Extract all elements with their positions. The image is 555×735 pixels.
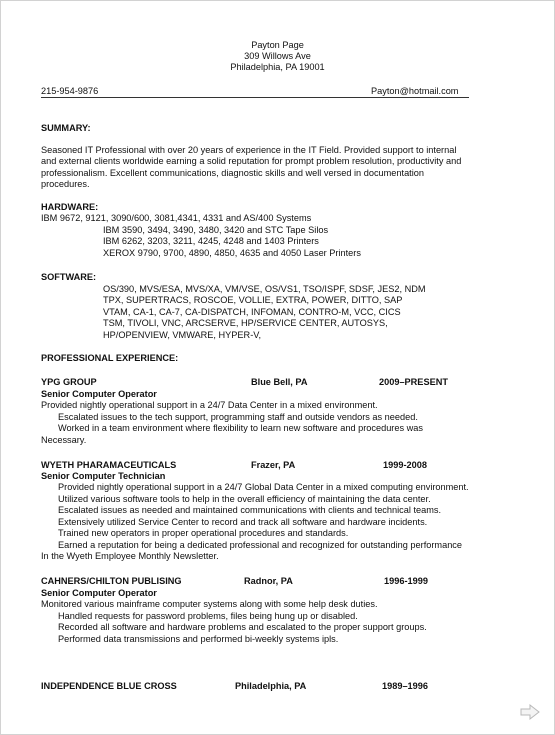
address-city: Philadelphia, PA 19001 <box>230 62 325 72</box>
job-duty: Handled requests for password problems, files being hung up or disabled. <box>58 611 358 621</box>
resume-name: Payton Page <box>251 40 304 50</box>
job-company: WYETH PHARAMACEUTICALS <box>41 460 177 470</box>
job-duty: Trained new operators in proper operational procedures and standards. <box>58 528 349 538</box>
job-dates: 1989–1996 <box>382 681 428 691</box>
summary-line: procedures. <box>41 179 90 189</box>
summary-heading: SUMMARY: <box>41 123 91 133</box>
job-duty: Earned a reputation for being a dedicated professional and recognized for outstanding performance <box>58 540 463 550</box>
software-line: TSM, TIVOLI, VNC, ARCSERVE, HP/SERVICE CENTER, AUTOSYS, <box>103 318 388 328</box>
job-title: Senior Computer Technician <box>41 471 166 481</box>
software-line: OS/390, MVS/ESA, MVS/XA, VM/VSE, OS/VS1, TSO/ISPF, SDSF, JES2, NDM <box>103 284 426 294</box>
job-duty: Recorded all software and hardware problems and escalated to the proper support groups. <box>58 622 427 632</box>
job-duty: Performed data transmissions and performed bi-weekly systems ipls. <box>58 634 339 644</box>
experience-heading: PROFESSIONAL EXPERIENCE: <box>41 353 179 363</box>
job-dates: 2009–PRESENT <box>379 377 448 387</box>
software-line: HP/OPENVIEW, VMWARE, HYPER-V, <box>103 330 262 340</box>
job-duty: Escalated issues as needed and maintained communications with clients and technical teams. <box>58 505 442 515</box>
hardware-line: XEROX 9790, 9700, 4890, 4850, 4635 and 4050 Laser Printers <box>103 248 361 258</box>
job-location: Blue Bell, PA <box>251 377 308 387</box>
job-duty: In the Wyeth Employee Monthly Newsletter. <box>41 551 219 561</box>
job-duty: Provided nightly operational support in a 24/7 Global Data Center in a mixed computing environment. <box>58 482 469 492</box>
right-arrow-icon-graphic <box>519 703 541 721</box>
job-title: Senior Computer Operator <box>41 588 157 598</box>
hardware-heading: HARDWARE: <box>41 202 99 212</box>
job-duty: Worked in a team environment where flexibility to learn new software and procedures was <box>58 423 423 433</box>
right-arrow-icon[interactable] <box>519 703 541 721</box>
software-line: VTAM, CA-1, CA-7, CA-DISPATCH, INFOMAN, CONTRO-M, VCC, CICS <box>103 307 401 317</box>
software-line: TPX, SUPERTRACS, ROSCOE, VOLLIE, EXTRA, POWER, DITTO, SAP <box>103 295 403 305</box>
address-street: 309 Willows Ave <box>244 51 311 61</box>
job-location: Frazer, PA <box>251 460 296 470</box>
header-divider <box>41 97 469 98</box>
job-company: YPG GROUP <box>41 377 97 387</box>
summary-line: Seasoned IT Professional with over 20 years of experience in the IT Field. Provided support to internal <box>41 145 457 155</box>
hardware-line: IBM 9672, 9121, 3090/600, 3081,4341, 4331 and AS/400 Systems <box>41 213 312 223</box>
job-duty: Escalated issues to the tech support, programming staff and outside vendors as needed. <box>58 412 418 422</box>
hardware-line: IBM 3590, 3494, 3490, 3480, 3420 and STC Tape Silos <box>103 225 329 235</box>
job-duty: Provided nightly operational support in a 24/7 Data Center in a mixed environment. <box>41 400 378 410</box>
job-location: Radnor, PA <box>244 576 293 586</box>
job-duty: Monitored various mainframe computer systems along with some help desk duties. <box>41 599 378 609</box>
job-location: Philadelphia, PA <box>235 681 307 691</box>
job-company: INDEPENDENCE BLUE CROSS <box>41 681 177 691</box>
job-title: Senior Computer Operator <box>41 389 157 399</box>
job-duty: Extensively utilized Service Center to record and track all software and hardware incidents. <box>58 517 428 527</box>
hardware-line: IBM 6262, 3203, 3211, 4245, 4248 and 1403 Printers <box>103 236 319 246</box>
job-dates: 1999-2008 <box>383 460 427 470</box>
phone-number: 215-954-9876 <box>41 86 99 96</box>
job-duty: Necessary. <box>41 435 87 445</box>
software-heading: SOFTWARE: <box>41 272 97 282</box>
job-dates: 1996-1999 <box>384 576 428 586</box>
email-address: Payton@hotmail.com <box>371 86 459 96</box>
summary-line: professionalism. Excellent communications, diagnostic skills and well versed in documentation <box>41 168 424 178</box>
job-company: CAHNERS/CHILTON PUBLISING <box>41 576 182 586</box>
summary-line: and external clients worldwide earning a solid reputation for prompt problem resolution, productivity and <box>41 156 462 166</box>
job-duty: Utilized various software tools to help in the overall efficiency of maintaining the data center. <box>58 494 431 504</box>
